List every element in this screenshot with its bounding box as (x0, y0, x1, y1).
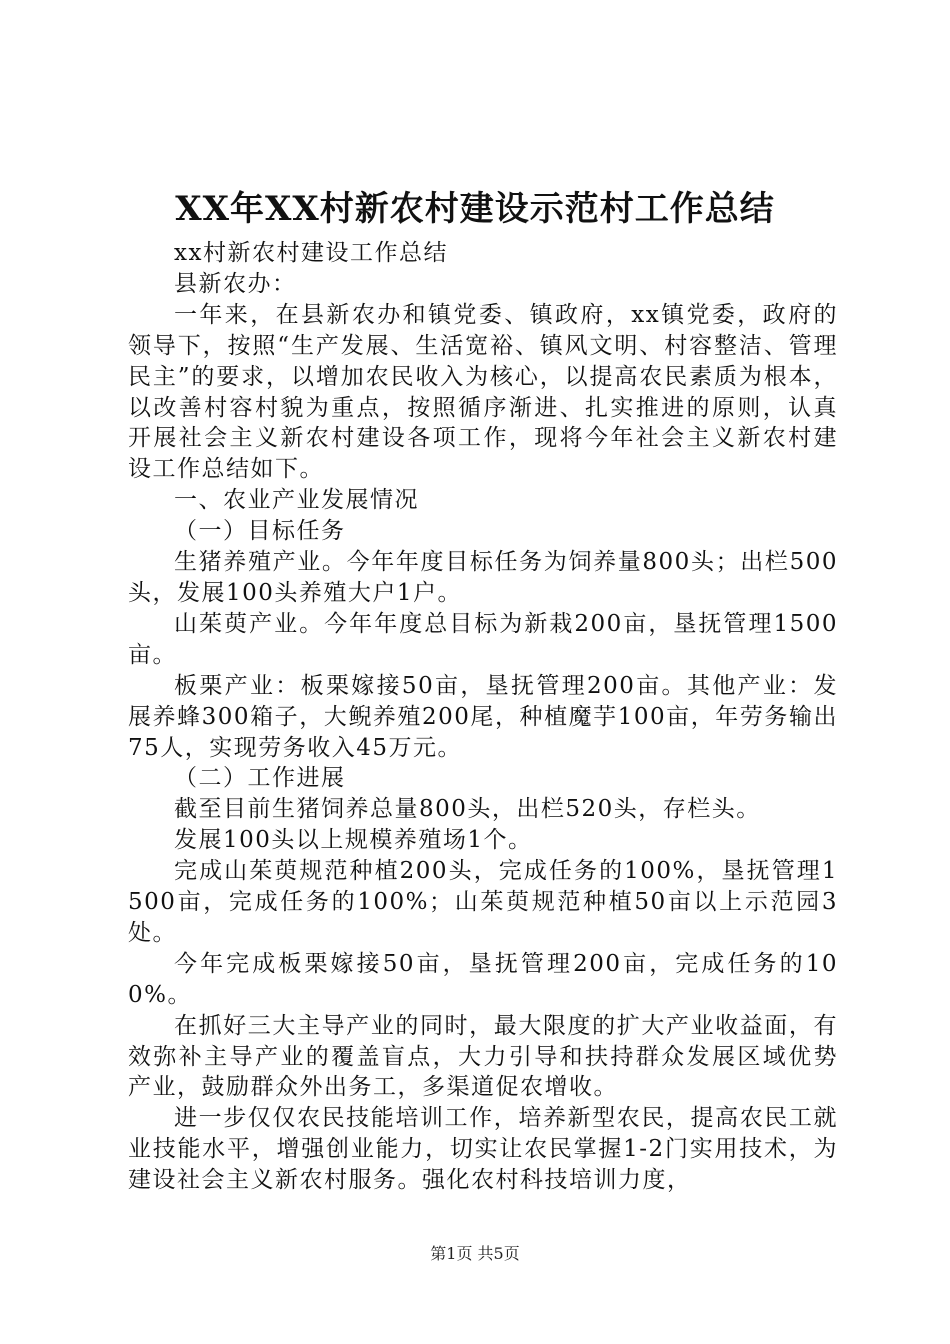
intro-paragraph: 一年来，在县新农办和镇党委、镇政府，xx镇党委，政府的领导下，按照“生产发展、生活宽裕、镇风文明、村容整洁、管理民主”的要求，以增加农民收入为核心，以提高农民素质为根本，以改善村容村貌为重点，按照循序渐进、扎实推进的原则，认真开展社会主义新农村建设各项工作，现将今年社会主义新农村建设工作总结如下。 (128, 301, 838, 483)
body-paragraph: 发展100头以上规模养殖场1个。 (174, 827, 533, 854)
body-paragraph: 进一步仅仅农民技能培训工作，培养新型农民，提高农民工就业技能水平，增强创业能力，切实让农民掌握1-2门实用技术，为建设社会主义新农村服务。强化农村科技培训力度， (128, 1105, 838, 1194)
body-paragraph: 完成山茱萸规范种植200头，完成任务的100%，垦抚管理1500亩，完成任务的100%；山茱萸规范种植50亩以上示范园3处。 (128, 858, 838, 946)
body-paragraph: 截至目前生猪饲养总量800头，出栏520头，存栏头。 (174, 796, 761, 823)
body-paragraph: 生猪养殖产业。今年年度目标任务为饲养量800头；出栏500头，发展100头养殖大户1户。 (128, 549, 838, 606)
body-paragraph: 今年完成板栗嫁接50亩，垦抚管理200亩，完成任务的100%。 (128, 950, 838, 1008)
body-paragraph: 在抓好三大主导产业的同时，最大限度的扩大产业收益面，有效弥补主导产业的覆盖盲点，大力引导和扶持群众发展区域优势产业，鼓励群众外出务工，多渠道促农增收。 (128, 1012, 838, 1101)
subtitle-paragraph: xx村新农村建设工作总结 (174, 240, 448, 266)
section-heading: 一、农业产业发展情况 (174, 487, 419, 514)
salutation-paragraph: 县新农办： (174, 270, 297, 297)
subsection-heading: （一）目标任务 (174, 518, 346, 545)
document-body (128, 238, 838, 1196)
page-number-footer: 第1页 共5页 (430, 1244, 520, 1263)
subsection-heading: （二）工作进展 (174, 765, 346, 792)
body-paragraph: 板栗产业：板栗嫁接50亩，垦抚管理200亩。其他产业：发展养蜂300箱子，大鲵养殖200尾，种植魔芋100亩，年劳务输出75人，实现劳务收入45万元。 (128, 672, 838, 761)
body-paragraph: 山茱萸产业。今年年度总目标为新栽200亩，垦抚管理1500亩。 (128, 610, 838, 668)
document-title: XX年XX村新农村建设示范村工作总结 (175, 189, 775, 229)
